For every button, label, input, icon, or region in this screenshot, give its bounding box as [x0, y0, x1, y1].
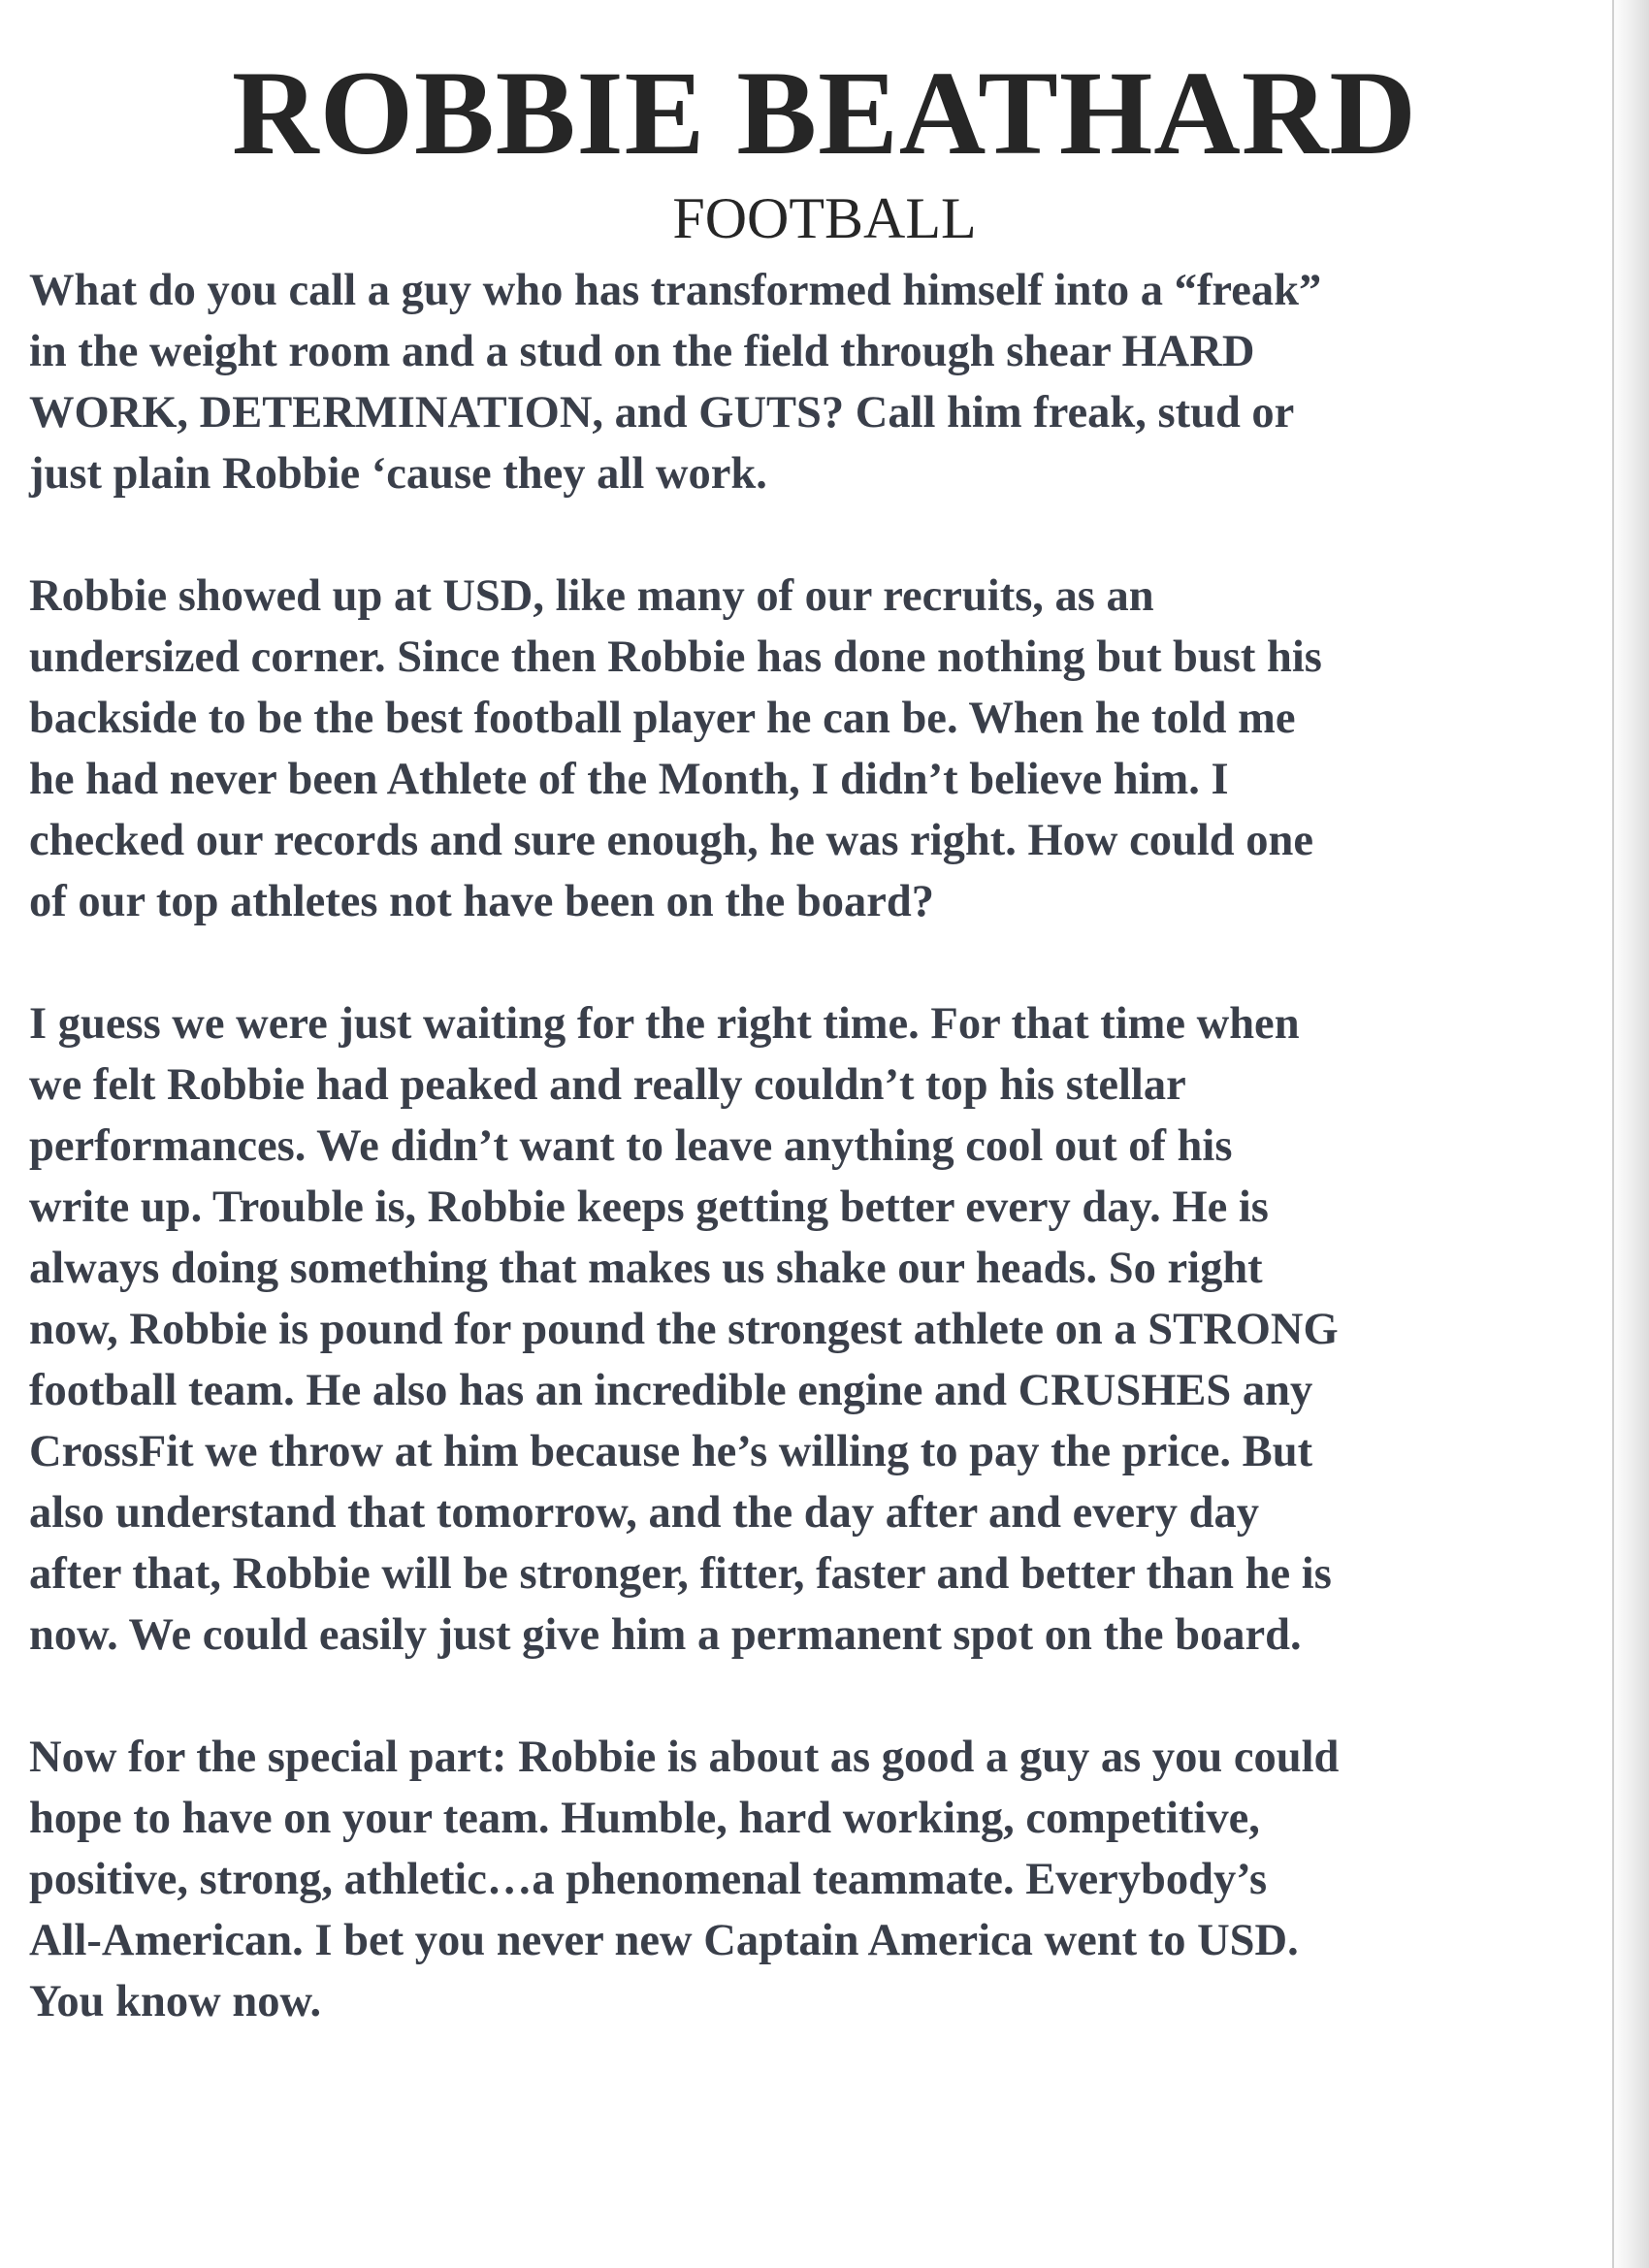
text-line: You know now.: [29, 1977, 322, 2026]
text-line: we felt Robbie had peaked and really couldn’t top his stellar: [29, 1060, 1186, 1110]
text-line: WORK, DETERMINATION, and GUTS? Call him freak, stud or: [29, 388, 1295, 437]
paragraph-3: [29, 993, 1600, 1666]
page-subtitle: FOOTBALL: [672, 186, 977, 250]
text-line: of our top athletes not have been on the board?: [29, 877, 935, 926]
text-line: hope to have on your team. Humble, hard working, competitive,: [29, 1794, 1260, 1843]
text-line: in the weight room and a stud on the field through shear HARD: [29, 327, 1255, 376]
text-line: performances. We didn’t want to leave anything cool out of his: [29, 1121, 1233, 1171]
text-line: he had never been Athlete of the Month, I didn’t believe him. I: [29, 755, 1229, 804]
text-line: What do you call a guy who has transformed himself into a “freak”: [29, 266, 1322, 315]
text-line: now. We could easily just give him a permanent spot on the board.: [29, 1610, 1302, 1660]
text-line: write up. Trouble is, Robbie keeps getting better every day. He is: [29, 1183, 1269, 1232]
text-line: Now for the special part: Robbie is about as good a guy as you could: [29, 1733, 1340, 1782]
text-line: just plain Robbie ‘cause they all work.: [29, 449, 767, 499]
paragraph-4: [29, 1727, 1600, 2032]
scan-edge-shadow: [1610, 0, 1649, 2268]
text-line: I guess we were just waiting for the right time. For that time when: [29, 999, 1300, 1049]
text-line: CrossFit we throw at him because he’s willing to pay the price. But: [29, 1427, 1313, 1476]
body-text: [29, 260, 1600, 2093]
page-title: ROBBIE BEATHARD: [232, 47, 1417, 179]
text-line: Robbie showed up at USD, like many of our recruits, as an: [29, 571, 1154, 621]
text-line: after that, Robbie will be stronger, fitter, faster and better than he is: [29, 1549, 1332, 1599]
text-line: now, Robbie is pound for pound the strongest athlete on a STRONG: [29, 1305, 1339, 1354]
text-line: also understand that tomorrow, and the day after and every day: [29, 1488, 1260, 1538]
text-line: backside to be the best football player he can be. When he told me: [29, 694, 1296, 743]
text-line: football team. He also has an incredible engine and CRUSHES any: [29, 1366, 1313, 1415]
paragraph-1: [29, 260, 1600, 504]
scan-edge-line: [1612, 0, 1614, 2268]
text-line: always doing something that makes us shake our heads. So right: [29, 1244, 1263, 1293]
paragraph-2: [29, 566, 1600, 932]
text-line: All-American. I bet you never new Captain America went to USD.: [29, 1916, 1299, 1965]
text-line: checked our records and sure enough, he was right. How could one: [29, 816, 1314, 865]
text-line: positive, strong, athletic…a phenomenal teammate. Everybody’s: [29, 1855, 1268, 1904]
text-line: undersized corner. Since then Robbie has done nothing but bust his: [29, 632, 1322, 682]
